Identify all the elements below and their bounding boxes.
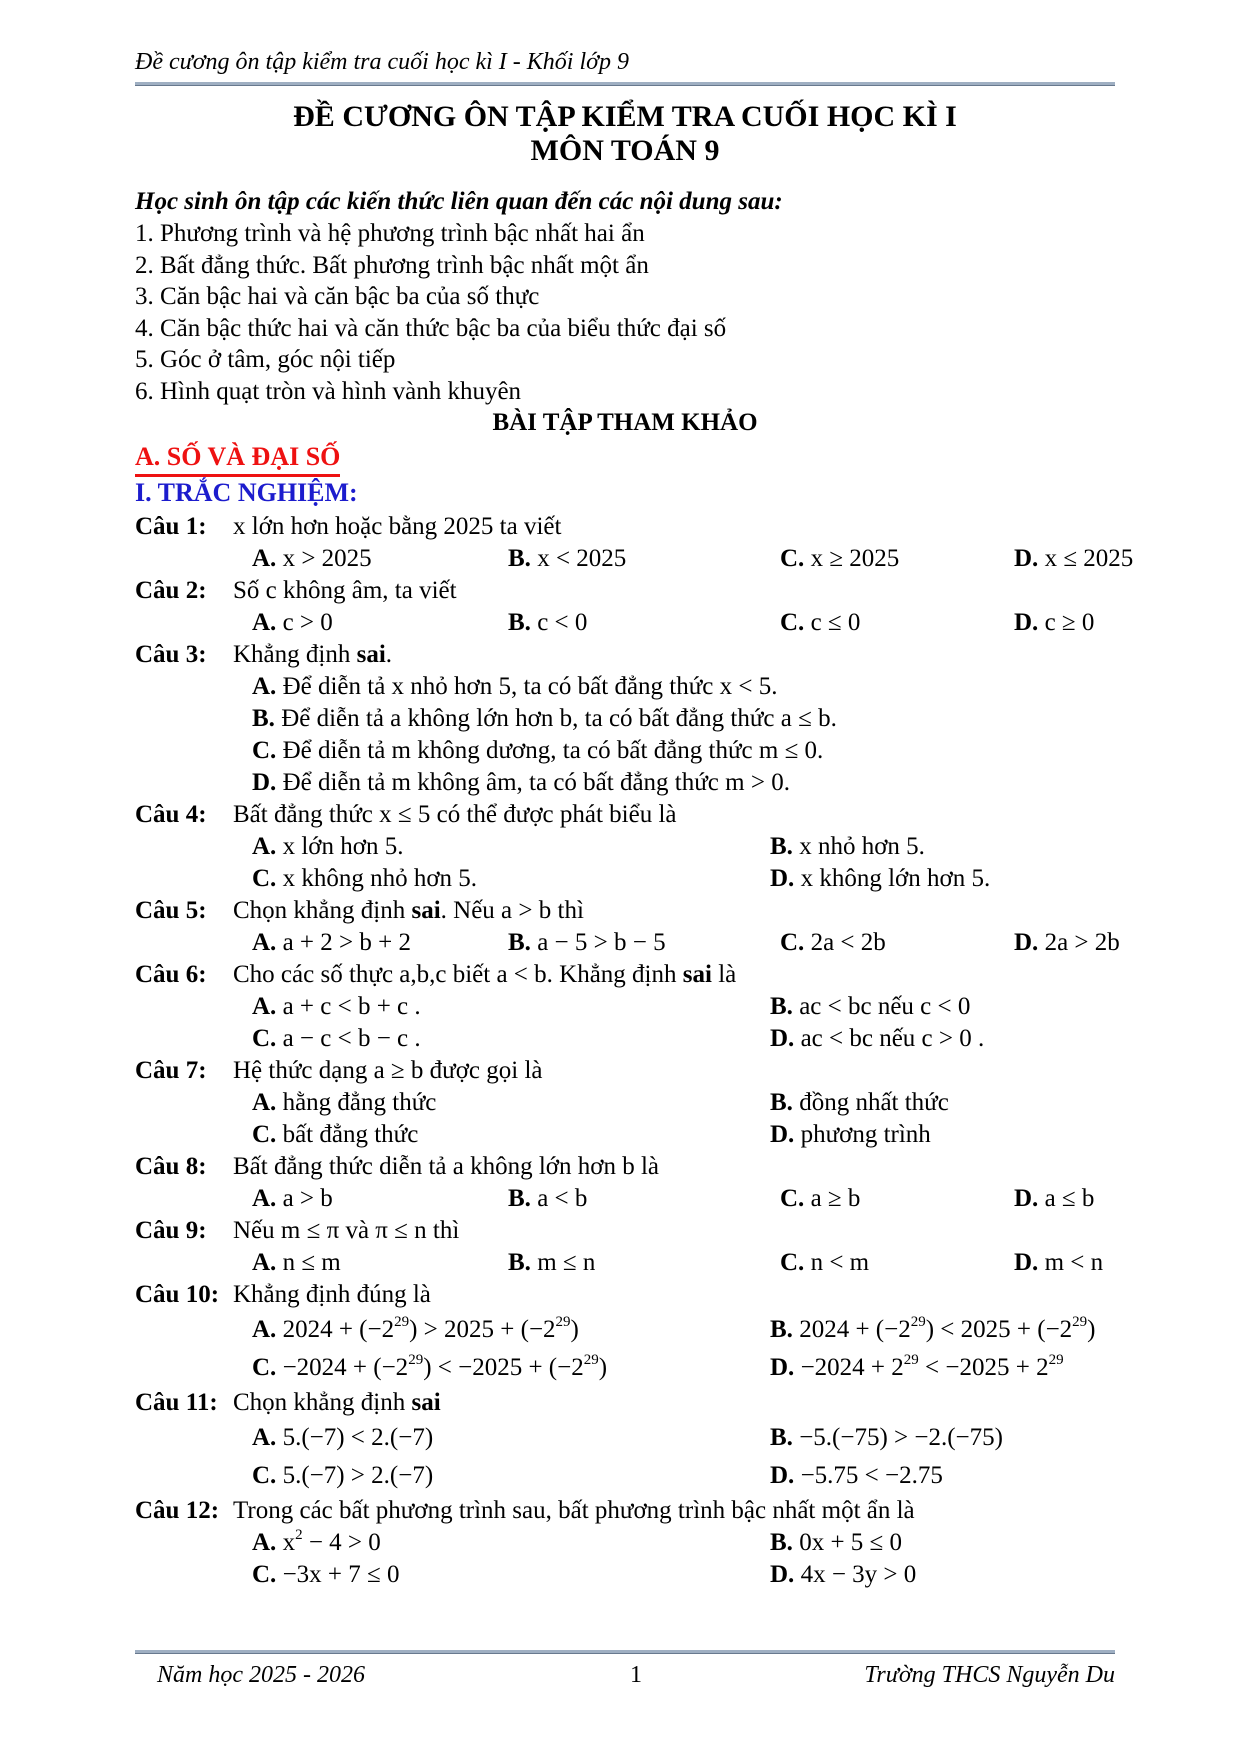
option-B [508, 543, 780, 575]
question-body [233, 959, 1115, 1055]
question [135, 1387, 1115, 1495]
option-text: 2a > 2b [1044, 929, 1120, 956]
option-C [780, 927, 1014, 959]
question [135, 1279, 1115, 1387]
stem-segment: Khẳng định [233, 641, 357, 668]
question-label: Câu 12: [135, 1497, 220, 1524]
question-stem [233, 959, 1115, 991]
option-D [770, 1559, 1115, 1591]
option-D [770, 1023, 1115, 1055]
option-text: a + c < b + c . [282, 993, 421, 1020]
question-stem [233, 1495, 1115, 1527]
question-stem [233, 1151, 1115, 1183]
section-heading-i: I. TRẮC NGHIỆM: [135, 478, 358, 507]
option-letter: A. [252, 929, 277, 956]
doc-subtitle: MÔN TOÁN 9 [530, 134, 720, 167]
options-grid [233, 991, 1115, 1055]
option-letter: B. [508, 1249, 531, 1276]
option-letter: D. [1014, 609, 1039, 636]
section-heading-a: A. SỐ VÀ ĐẠI SỐ [135, 440, 340, 477]
question-body [233, 639, 1115, 799]
option-letter: C. [252, 1462, 277, 1489]
question [135, 1151, 1115, 1215]
option-letter: C. [252, 737, 277, 764]
option-letter: C. [780, 545, 805, 572]
option-letter: A. [252, 545, 277, 572]
option-letter: C. [252, 1561, 277, 1588]
option-B [770, 991, 1115, 1023]
options-grid [233, 543, 1133, 575]
option-text: n < m [810, 1249, 870, 1276]
options-grid [233, 1527, 1115, 1591]
option-C [780, 1183, 1014, 1215]
option-B [508, 1183, 780, 1215]
option-text: a ≥ b [810, 1185, 861, 1212]
running-header-title: Đề cương ôn tập kiểm tra cuối học kì I - Khối lớp 9 [135, 49, 629, 75]
option-text: Để diễn tả a không lớn hơn b, ta có bất đẳng thức a ≤ b. [281, 705, 837, 732]
question-label: Câu 7: [135, 1057, 207, 1084]
question-body [233, 799, 1115, 895]
question-body [233, 1279, 1115, 1387]
option-text: a + 2 > b + 2 [282, 929, 411, 956]
option-text: Để diễn tả x nhỏ hơn 5, ta có bất đẳng thức x < 5. [282, 673, 778, 700]
option-letter: B. [770, 1089, 793, 1116]
option-D [252, 767, 1115, 799]
option-letter: D. [770, 1462, 795, 1489]
option-letter: D. [252, 769, 277, 796]
option-B [770, 1419, 1115, 1457]
topics-list [135, 218, 1115, 407]
option-text: ac < bc nếu c < 0 [799, 993, 971, 1020]
question-label: Câu 1: [135, 513, 207, 540]
question [135, 511, 1134, 575]
option-letter: C. [780, 609, 805, 636]
option-text: x ≤ 2025 [1044, 545, 1134, 572]
option-letter: A. [252, 1249, 277, 1276]
question-stem [233, 1055, 1115, 1087]
option-text: Để diễn tả m không dương, ta có bất đẳng thức m ≤ 0. [282, 737, 824, 764]
option-letter: A. [252, 833, 277, 860]
topic-item: 6. Hình quạt tròn và hình vành khuyên [135, 377, 522, 405]
question-stem [233, 639, 1115, 671]
options-grid [233, 607, 1115, 639]
stem-segment: x lớn hơn hoặc bằng 2025 ta viết [233, 513, 562, 540]
option-letter: C. [780, 929, 805, 956]
option-text: hằng đẳng thức [282, 1089, 437, 1116]
question-body [233, 1055, 1115, 1151]
topic-item: 2. Bất đẳng thức. Bất phương trình bậc nhất một ẩn [135, 251, 649, 279]
option-letter: B. [508, 929, 531, 956]
footer-rule [135, 1650, 1115, 1654]
option-text: c ≤ 0 [810, 609, 861, 636]
option-text: ac < bc nếu c > 0 . [800, 1025, 985, 1052]
option-B [252, 703, 1115, 735]
option-text: Để diễn tả m không âm, ta có bất đẳng thức m > 0. [282, 769, 790, 796]
option-letter: A. [252, 993, 277, 1020]
option-C [780, 543, 1014, 575]
option-letter: A. [252, 1089, 277, 1116]
option-letter: B. [770, 993, 793, 1020]
option-C [252, 735, 1115, 767]
option-text: x < 2025 [537, 545, 627, 572]
option-text: c < 0 [537, 609, 588, 636]
question [135, 639, 1115, 799]
options-grid [233, 1419, 1115, 1495]
option-text: 0x + 5 ≤ 0 [799, 1529, 903, 1556]
option-A [252, 671, 1115, 703]
stem-segment: là [711, 961, 737, 988]
stem-segment: sai [411, 1389, 441, 1416]
option-B [770, 1311, 1115, 1349]
option-text: −3x + 7 ≤ 0 [282, 1561, 400, 1588]
options-grid [233, 1183, 1115, 1215]
questions-list [135, 511, 1134, 1591]
option-letter: A. [252, 1185, 277, 1212]
question-stem [233, 511, 1133, 543]
option-C [252, 1119, 770, 1151]
stem-segment: Số c không âm, ta viết [233, 577, 457, 604]
option-letter: D. [1014, 545, 1039, 572]
option-B [770, 1527, 1115, 1559]
question-stem [233, 1279, 1115, 1311]
option-text: a − c < b − c . [282, 1025, 421, 1052]
topic-item: 4. Căn bậc thức hai và căn thức bậc ba của biểu thức đại số [135, 314, 727, 342]
question [135, 1055, 1115, 1151]
stem-segment: sai [356, 641, 386, 668]
question-body [233, 511, 1133, 575]
question-body [233, 1151, 1115, 1215]
option-letter: D. [770, 865, 795, 892]
option-C [252, 863, 770, 895]
options-grid [233, 1311, 1115, 1387]
option-text: $2024 + (-2^{29}) > 2025 + (-2^{29})$ [282, 1314, 579, 1343]
question [135, 799, 1115, 895]
topic-item: 5. Góc ở tâm, góc nội tiếp [135, 346, 396, 373]
options-grid [233, 1247, 1115, 1279]
option-C [780, 607, 1014, 639]
option-text: a < b [537, 1185, 588, 1212]
option-A [252, 831, 770, 863]
option-B [508, 1247, 780, 1279]
question-body [233, 1387, 1115, 1495]
option-letter: C. [252, 1025, 277, 1052]
option-A [252, 1247, 508, 1279]
question-stem [233, 575, 1115, 607]
option-text: đồng nhất thức [799, 1089, 949, 1116]
option-D [770, 1119, 1115, 1151]
option-C [252, 1559, 770, 1591]
option-text: a ≤ b [1044, 1185, 1095, 1212]
stem-segment: Cho các số thực a,b,c biết a < b. Khẳng định [233, 961, 683, 988]
question-stem [233, 895, 1120, 927]
option-letter: D. [770, 1561, 795, 1588]
option-D [1014, 1183, 1115, 1215]
intro-lead: Học sinh ôn tập các kiến thức liên quan đến các nội dung sau: [135, 188, 783, 215]
question [135, 959, 1115, 1055]
option-letter: B. [770, 1424, 793, 1451]
option-letter: A. [252, 609, 277, 636]
option-letter: C. [780, 1185, 805, 1212]
option-D [770, 1457, 1115, 1495]
stem-segment: sai [682, 961, 712, 988]
question-label: Câu 11: [135, 1389, 218, 1416]
option-letter: A. [252, 1529, 277, 1556]
option-A [252, 927, 508, 959]
question-label: Câu 6: [135, 961, 207, 988]
stem-segment: Bất đẳng thức x ≤ 5 có thể được phát biểu là [233, 801, 677, 828]
stem-segment: Trong các bất phương trình sau, bất phương trình bậc nhất một ẩn là [233, 1497, 915, 1524]
option-text: c > 0 [282, 609, 333, 636]
option-text: $-2024 + (-2^{29}) < -2025 + (-2^{29})$ [282, 1352, 608, 1381]
option-letter: B. [252, 705, 275, 732]
option-A [252, 543, 508, 575]
option-C [252, 1349, 770, 1387]
option-text: a > b [282, 1185, 333, 1212]
doc-title: ĐỀ CƯƠNG ÔN TẬP KIỂM TRA CUỐI HỌC KÌ I [293, 100, 957, 133]
option-A [252, 607, 508, 639]
option-text: x nhỏ hơn 5. [799, 833, 925, 860]
stem-segment: sai [411, 897, 441, 924]
option-letter: C. [252, 865, 277, 892]
option-text: m < n [1044, 1249, 1104, 1276]
question-label: Câu 3: [135, 641, 207, 668]
option-text: m ≤ n [537, 1249, 596, 1276]
section-heading-a-wrap [135, 440, 1115, 477]
topic-item: 3. Căn bậc hai và căn bậc ba của số thực [135, 283, 540, 310]
option-A [252, 1183, 508, 1215]
option-letter: A. [252, 1316, 277, 1343]
option-D [770, 863, 1115, 895]
footer-row [135, 1660, 1115, 1690]
option-letter: D. [1014, 929, 1039, 956]
option-text: bất đẳng thức [282, 1121, 419, 1148]
option-letter: D. [770, 1025, 795, 1052]
topic-item: 1. Phương trình và hệ phương trình bậc nhất hai ẩn [135, 220, 645, 247]
option-letter: D. [770, 1121, 795, 1148]
stem-segment: Chọn khẳng định [233, 1389, 412, 1416]
options-grid [233, 927, 1120, 959]
question-label: Câu 10: [135, 1281, 220, 1308]
option-letter: C. [252, 1354, 277, 1381]
option-D [1014, 543, 1133, 575]
option-letter: D. [1014, 1249, 1039, 1276]
question-label: Câu 5: [135, 897, 207, 924]
option-text: $-2024 + 2^{29} < -2025 + 2^{29}$ [800, 1352, 1064, 1381]
option-letter: B. [508, 609, 531, 636]
question-body [233, 575, 1115, 639]
option-letter: C. [780, 1249, 805, 1276]
option-letter: B. [770, 833, 793, 860]
option-letter: B. [508, 545, 531, 572]
option-text: c ≥ 0 [1044, 609, 1095, 636]
option-B [508, 607, 780, 639]
option-text: n ≤ m [282, 1249, 341, 1276]
option-text: 5.(−7) < 2.(−7) [282, 1424, 434, 1451]
option-text: x ≥ 2025 [810, 545, 900, 572]
question-body [233, 895, 1120, 959]
option-text: $x^2 - 4 > 0$ [282, 1527, 381, 1556]
option-letter: B. [508, 1185, 531, 1212]
question-stem [233, 1387, 1115, 1419]
option-letter: D. [770, 1354, 795, 1381]
question-label: Câu 2: [135, 577, 207, 604]
option-B [770, 1087, 1115, 1119]
option-text: a − 5 > b − 5 [537, 929, 666, 956]
option-text: x > 2025 [282, 545, 372, 572]
option-text: −5.(−75) > −2.(−75) [799, 1424, 1003, 1451]
option-A [252, 1311, 770, 1349]
question [135, 575, 1115, 639]
question-label: Câu 9: [135, 1217, 207, 1244]
option-C [780, 1247, 1014, 1279]
option-D [1014, 927, 1120, 959]
option-A [252, 1419, 770, 1457]
footer-school-name: Trường THCS Nguyễn Du [864, 1662, 1115, 1688]
options-grid [233, 671, 1115, 799]
header-rule [135, 82, 1115, 86]
option-A [252, 1527, 770, 1559]
option-B [770, 831, 1115, 863]
option-letter: A. [252, 1424, 277, 1451]
option-text: x lớn hơn 5. [282, 833, 404, 860]
option-text: 2a < 2b [810, 929, 886, 956]
option-text: x không nhỏ hơn 5. [282, 865, 478, 892]
option-D [1014, 607, 1115, 639]
option-C [252, 1457, 770, 1495]
option-A [252, 1087, 770, 1119]
question [135, 1495, 1115, 1591]
stem-segment: . [385, 641, 393, 668]
option-text: x không lớn hơn 5. [800, 865, 991, 892]
stem-segment: . Nếu a > b thì [440, 897, 584, 924]
options-grid [233, 1087, 1115, 1151]
option-letter: B. [770, 1316, 793, 1343]
question-stem [233, 1215, 1115, 1247]
question [135, 895, 1120, 959]
option-text: phương trình [800, 1121, 931, 1148]
question-label: Câu 4: [135, 801, 207, 828]
option-letter: A. [252, 673, 277, 700]
option-D [770, 1349, 1115, 1387]
option-letter: D. [1014, 1185, 1039, 1212]
section-heading-practice: BÀI TẬP THAM KHẢO [492, 409, 758, 436]
options-grid [233, 831, 1115, 895]
question-stem [233, 799, 1115, 831]
option-A [252, 991, 770, 1023]
option-B [508, 927, 780, 959]
option-text: 5.(−7) > 2.(−7) [282, 1462, 434, 1489]
option-letter: B. [770, 1529, 793, 1556]
page-footer [135, 1650, 1115, 1690]
question-body [233, 1495, 1115, 1591]
stem-segment: Bất đẳng thức diễn tả a không lớn hơn b là [233, 1153, 660, 1180]
option-C [252, 1023, 770, 1055]
option-letter: C. [252, 1121, 277, 1148]
question [135, 1215, 1115, 1279]
stem-segment: Nếu m ≤ π và π ≤ n thì [233, 1217, 460, 1244]
footer-page-number: 1 [630, 1662, 642, 1688]
question-body [233, 1215, 1115, 1279]
footer-school-year: Năm học 2025 - 2026 [157, 1662, 365, 1688]
stem-segment: Chọn khẳng định [233, 897, 412, 924]
option-text: 4x − 3y > 0 [800, 1561, 917, 1588]
option-D [1014, 1247, 1115, 1279]
option-text: $2024 + (-2^{29}) < 2025 + (-2^{29})$ [799, 1314, 1096, 1343]
question-label: Câu 8: [135, 1153, 207, 1180]
stem-segment: Khẳng định đúng là [233, 1281, 431, 1308]
option-text: −5.75 < −2.75 [800, 1462, 943, 1489]
stem-segment: Hệ thức dạng a ≥ b được gọi là [233, 1057, 543, 1084]
